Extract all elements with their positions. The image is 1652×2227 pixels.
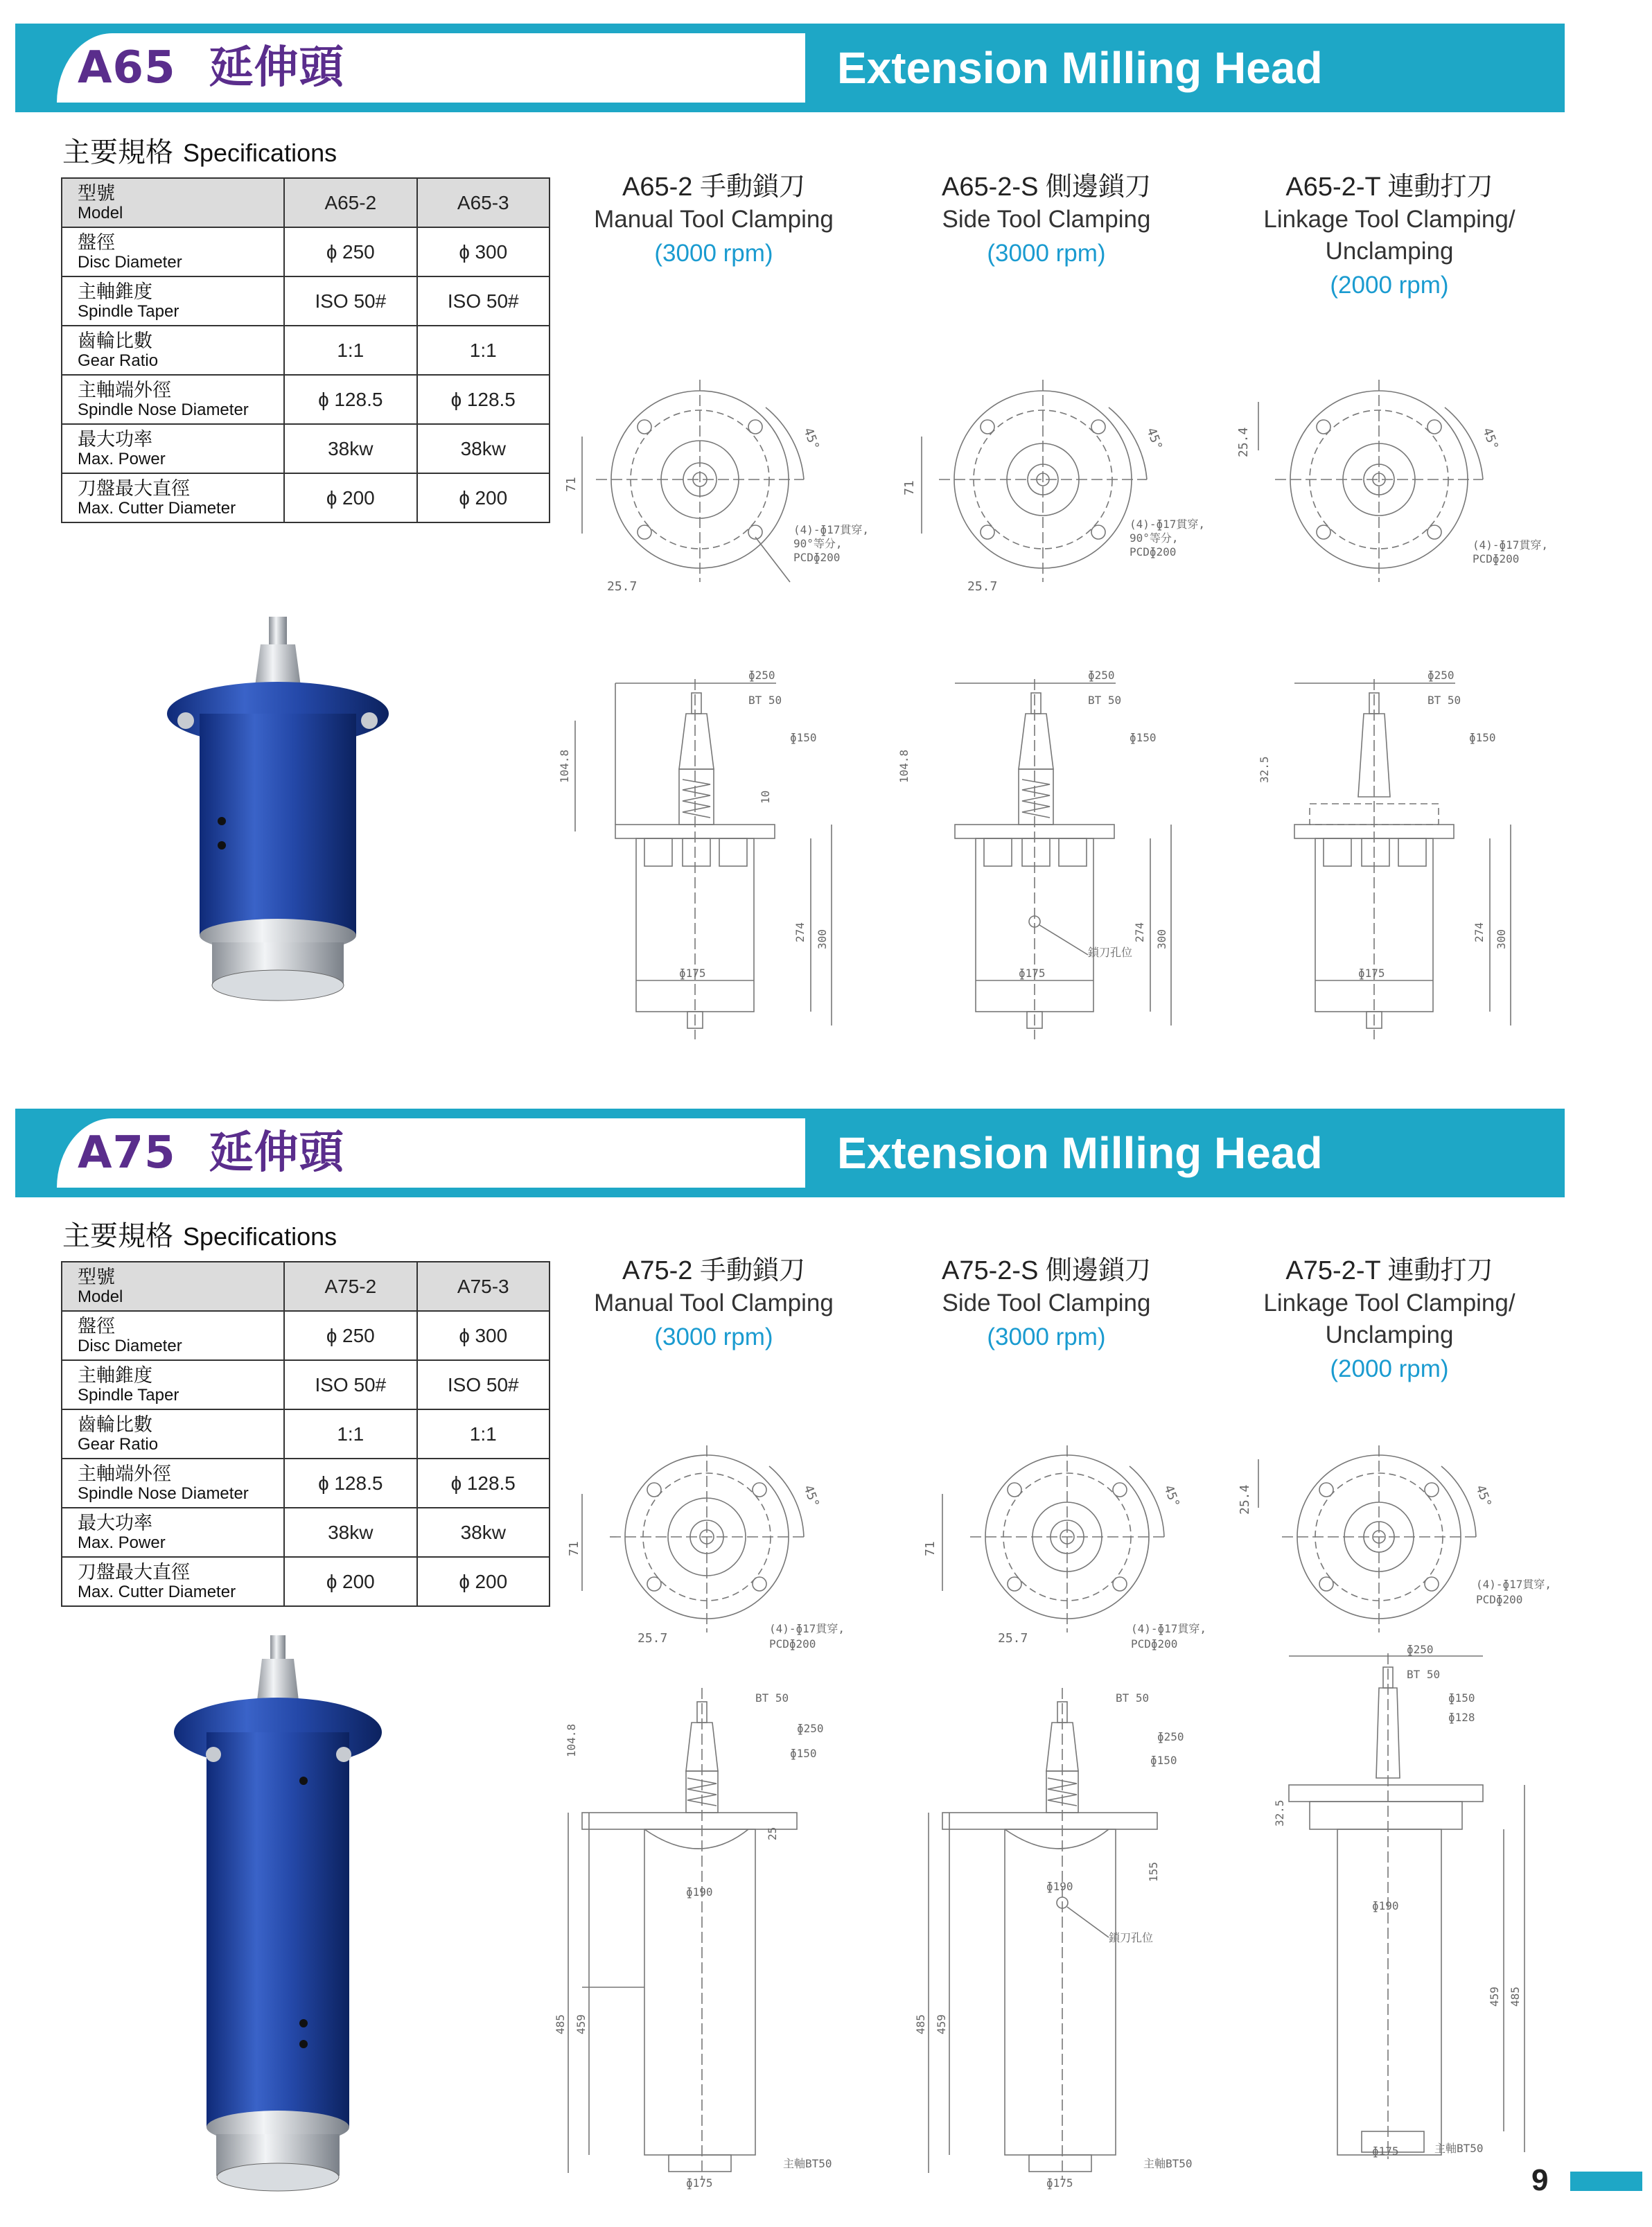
row-value: ISO 50#	[284, 1360, 416, 1409]
section-banner	[15, 1109, 1565, 1197]
dim-label: ɸ250	[797, 1722, 824, 1735]
table-row	[62, 375, 550, 424]
holes-label: PCDɸ200	[1131, 1637, 1178, 1651]
row-value: ɸ 128.5	[417, 1459, 550, 1508]
variant-linkage	[1209, 170, 1570, 303]
row-label	[62, 276, 284, 326]
row-label-zh: 刀盤最大直徑	[78, 1561, 190, 1583]
row-value: 1:1	[417, 1409, 550, 1459]
variant-rpm: (2000 rpm)	[1330, 272, 1449, 299]
row-value: ɸ 128.5	[284, 1459, 416, 1508]
table-row	[62, 326, 550, 375]
spec-heading-zh: 主要規格	[62, 137, 173, 168]
holes-label: 90°等分,	[793, 537, 843, 550]
row-value: 38kw	[417, 424, 550, 473]
row-label	[62, 424, 284, 473]
dim-label: 71	[564, 477, 579, 492]
dim-label: ɸ250	[1088, 669, 1115, 682]
dim-label: ɸ150	[1150, 1754, 1177, 1767]
dim-label: 274	[793, 922, 807, 942]
banner-title-en: Extension Milling Head	[837, 1128, 1323, 1178]
dim-label: ɸ150	[1130, 731, 1157, 744]
row-label-en: Max. Power	[78, 449, 166, 468]
dim-label: 459	[574, 2014, 588, 2034]
variant-subtitle: Side Tool Clamping	[942, 1289, 1151, 1317]
row-label-en: Max. Cutter Diameter	[78, 498, 236, 518]
dim-label: 485	[1509, 1987, 1522, 2007]
model-code: A65	[78, 42, 176, 94]
row-value: ɸ 200	[284, 1557, 416, 1606]
product-photo-a75	[172, 1635, 394, 2217]
variant-side	[866, 170, 1227, 272]
variant-title: A65-2-T 連動打刀	[1285, 173, 1493, 202]
row-value: 1:1	[417, 326, 550, 375]
table-header-row	[62, 178, 550, 227]
header-label-zh: 型號	[78, 1266, 115, 1288]
row-label	[62, 1409, 284, 1459]
row-label	[62, 1311, 284, 1360]
drawing-side-view-linkage	[1220, 665, 1552, 1053]
row-label	[62, 227, 284, 276]
drawing-top-view-linkage	[1233, 374, 1549, 603]
product-photo-a65	[158, 617, 407, 1060]
holes-label: 90°等分,	[1130, 531, 1179, 545]
dim-label: 459	[1488, 1987, 1501, 2007]
table-header-row	[62, 1262, 550, 1311]
dim-label: 104.8	[897, 749, 911, 783]
dim-label: ɸ175	[686, 2176, 713, 2190]
angle-label: 45°	[1473, 1483, 1495, 1510]
dim-label: ɸ190	[1372, 1899, 1399, 1912]
variant-manual	[534, 1254, 894, 1355]
dim-label: 104.8	[565, 1723, 578, 1757]
drawing-top-view-side	[922, 1432, 1240, 1660]
header-label-en: Model	[78, 203, 123, 222]
row-label-zh: 最大功率	[78, 428, 152, 450]
variant-subtitle: Side Tool Clamping	[942, 206, 1151, 233]
row-label	[62, 1557, 284, 1606]
row-label-zh: 最大功率	[78, 1512, 152, 1534]
row-value: 38kw	[417, 1508, 550, 1557]
variant-subtitle: Linkage Tool Clamping/ Unclamping	[1263, 1289, 1515, 1348]
variant-title: A75-2 手動鎖刀	[622, 1256, 805, 1285]
dim-label: ɸ250	[1427, 669, 1455, 682]
drawing-side-view-side	[880, 665, 1213, 1053]
angle-label: 45°	[1143, 425, 1166, 452]
dim-label: 25.7	[638, 1631, 668, 1646]
holes-label: PCDɸ200	[769, 1637, 816, 1651]
dim-label: 25.4	[1238, 1484, 1252, 1515]
drawing-side-view-side	[901, 1674, 1233, 2190]
spec-heading-zh: 主要規格	[62, 1220, 173, 1252]
variant-manual	[534, 170, 894, 272]
row-label-en: Spindle Nose Diameter	[78, 400, 249, 419]
holes-label: (4)-ɸ17貫穿,	[1473, 538, 1549, 552]
model-1-header: A75-2	[284, 1262, 416, 1311]
lock-hole-label: 鎖刀孔位	[1109, 1931, 1154, 1944]
row-label-en: Spindle Taper	[78, 301, 179, 321]
spindle-label: 主軸BT50	[1143, 2157, 1193, 2170]
dim-label: 104.8	[558, 749, 571, 783]
header-label-zh: 型號	[78, 182, 115, 204]
table-row	[62, 1557, 550, 1606]
drawing-top-view-manual	[564, 374, 873, 603]
row-value: ISO 50#	[417, 276, 550, 326]
model-2-header: A65-3	[417, 178, 550, 227]
drawing-top-view-linkage	[1238, 1432, 1552, 1660]
dim-label: ɸ175	[1046, 2176, 1073, 2190]
row-label-zh: 齒輪比數	[78, 330, 152, 352]
row-value: 1:1	[284, 326, 416, 375]
holes-label: PCDɸ200	[1476, 1593, 1523, 1606]
dim-label: 25.7	[967, 579, 998, 594]
holes-label: (4)-ɸ17貫穿,	[793, 523, 870, 536]
row-value: 38kw	[284, 1508, 416, 1557]
row-label-zh: 主軸錐度	[78, 281, 152, 303]
row-label	[62, 326, 284, 375]
dim-label: BT 50	[1116, 1691, 1150, 1705]
row-label-zh: 盤徑	[78, 1315, 115, 1337]
variant-rpm: (3000 rpm)	[987, 1323, 1106, 1350]
holes-label: (4)-ɸ17貫穿,	[1476, 1578, 1552, 1591]
angle-label: 45°	[800, 425, 823, 452]
row-value: ɸ 200	[417, 1557, 550, 1606]
dim-label: ɸ250	[1157, 1730, 1184, 1743]
angle-label: 45°	[1479, 425, 1502, 452]
dim-label: ɸ250	[748, 669, 775, 682]
row-label	[62, 1459, 284, 1508]
dim-label: ɸ150	[1469, 731, 1496, 744]
row-label	[62, 1360, 284, 1409]
dim-label: 485	[554, 2014, 567, 2034]
angle-label: 45°	[800, 1483, 823, 1510]
banner-model-code	[78, 33, 344, 103]
variant-rpm: (2000 rpm)	[1330, 1355, 1449, 1382]
row-label-zh: 主軸端外徑	[78, 1463, 171, 1485]
dim-label: 71	[902, 480, 917, 495]
dim-label: 32.5	[1258, 756, 1271, 783]
drawing-side-view-manual	[541, 1674, 873, 2190]
table-row	[62, 424, 550, 473]
table-row	[62, 473, 550, 522]
variant-side	[866, 1254, 1227, 1355]
drawing-side-view-linkage	[1233, 1643, 1566, 2159]
dim-label: BT 50	[748, 694, 782, 707]
row-label-en: Disc Diameter	[78, 252, 182, 272]
row-label	[62, 1508, 284, 1557]
row-label-en: Max. Cutter Diameter	[78, 1582, 236, 1601]
dim-label: 71	[923, 1541, 938, 1556]
dim-label: ɸ150	[790, 731, 817, 744]
dim-label: 274	[1473, 922, 1486, 942]
holes-label: PCDɸ200	[1473, 552, 1520, 565]
spec-table	[61, 1261, 550, 1607]
dim-label: 25.7	[998, 1631, 1028, 1646]
row-label-en: Spindle Taper	[78, 1385, 179, 1405]
table-row	[62, 1360, 550, 1409]
dim-label: ɸ190	[686, 1885, 713, 1899]
row-label-en: Gear Ratio	[78, 351, 159, 370]
spec-table	[61, 177, 550, 523]
dim-label: 300	[816, 929, 829, 949]
row-value: 1:1	[284, 1409, 416, 1459]
dim-label: 71	[567, 1541, 581, 1556]
variant-subtitle: Manual Tool Clamping	[594, 1289, 834, 1317]
row-label-zh: 主軸錐度	[78, 1364, 152, 1387]
dim-label: 155	[1147, 1862, 1160, 1882]
row-label-en: Disc Diameter	[78, 1336, 182, 1355]
row-value: ɸ 128.5	[284, 375, 416, 424]
table-row	[62, 1508, 550, 1557]
row-value: ɸ 250	[284, 1311, 416, 1360]
row-label-zh: 齒輪比數	[78, 1414, 152, 1436]
table-row	[62, 1459, 550, 1508]
row-value: ɸ 128.5	[417, 375, 550, 424]
row-value: ɸ 200	[284, 473, 416, 522]
dim-label: 300	[1495, 929, 1508, 949]
dim-label: ɸ175	[1358, 967, 1385, 980]
row-value: ɸ 300	[417, 1311, 550, 1360]
row-label-en: Gear Ratio	[78, 1434, 159, 1454]
dim-label: 300	[1155, 929, 1168, 949]
variant-title: A75-2-S 側邊鎖刀	[942, 1256, 1151, 1285]
dim-label: 25.7	[607, 579, 638, 594]
spec-heading-en: Specifications	[183, 1222, 337, 1251]
drawing-top-view-side	[901, 374, 1206, 603]
row-label-zh: 刀盤最大直徑	[78, 477, 190, 500]
row-value: ɸ 300	[417, 227, 550, 276]
row-label	[62, 375, 284, 424]
holes-label: PCDɸ200	[793, 551, 841, 564]
variant-title: A65-2-S 側邊鎖刀	[942, 173, 1151, 202]
dim-label: ɸ250	[1407, 1643, 1434, 1656]
spec-heading	[62, 1214, 337, 1253]
header-label-cell	[62, 178, 284, 227]
holes-label: (4)-ɸ17貫穿,	[1131, 1622, 1207, 1635]
table-row	[62, 227, 550, 276]
variant-rpm: (3000 rpm)	[654, 240, 773, 267]
table-row	[62, 1311, 550, 1360]
dim-label: 459	[935, 2014, 948, 2034]
variant-subtitle: Manual Tool Clamping	[594, 206, 834, 233]
dim-label: 25	[766, 1827, 779, 1840]
row-value: ɸ 250	[284, 227, 416, 276]
model-1-header: A65-2	[284, 178, 416, 227]
row-label-en: Spindle Nose Diameter	[78, 1484, 249, 1503]
drawing-side-view-manual	[541, 665, 873, 1053]
row-value: ISO 50#	[284, 276, 416, 326]
angle-label: 45°	[1161, 1483, 1183, 1510]
dim-label: BT 50	[1407, 1668, 1441, 1681]
spec-heading-en: Specifications	[183, 139, 337, 167]
page-number-bar	[1570, 2172, 1642, 2191]
table-row	[62, 276, 550, 326]
dim-label: BT 50	[1427, 694, 1461, 707]
holes-label: PCDɸ200	[1130, 545, 1177, 558]
variant-title: A75-2-T 連動打刀	[1285, 1256, 1493, 1285]
row-value: ISO 50#	[417, 1360, 550, 1409]
row-label-zh: 主軸端外徑	[78, 379, 171, 401]
banner-model-code	[78, 1118, 344, 1188]
page-number: 9	[1531, 2163, 1549, 2197]
spec-heading	[62, 130, 337, 170]
dim-label: BT 50	[1088, 694, 1122, 707]
model-title-zh: 延伸頭	[209, 1127, 344, 1179]
dim-label: ɸ190	[1046, 1880, 1073, 1893]
header-label-cell	[62, 1262, 284, 1311]
dim-label: ɸ175	[1019, 967, 1046, 980]
dim-label: 32.5	[1273, 1799, 1286, 1827]
row-label-zh: 盤徑	[78, 231, 115, 254]
variant-title: A65-2 手動鎖刀	[622, 173, 805, 202]
row-label-en: Max. Power	[78, 1533, 166, 1552]
spindle-label: 主軸BT50	[1434, 2142, 1484, 2155]
dim-label: ɸ175	[679, 967, 706, 980]
variant-linkage	[1209, 1254, 1570, 1387]
dim-label: ɸ150	[790, 1747, 817, 1760]
variant-rpm: (3000 rpm)	[654, 1323, 773, 1350]
holes-label: (4)-ɸ17貫穿,	[769, 1622, 845, 1635]
variant-rpm: (3000 rpm)	[987, 240, 1106, 267]
banner-title-en: Extension Milling Head	[837, 43, 1323, 93]
row-value: ɸ 200	[417, 473, 550, 522]
dim-label: ɸ128	[1448, 1711, 1475, 1724]
model-title-zh: 延伸頭	[209, 42, 344, 94]
section-banner	[15, 24, 1565, 112]
dim-label: 274	[1133, 922, 1146, 942]
model-2-header: A75-3	[417, 1262, 550, 1311]
holes-label: (4)-ɸ17貫穿,	[1130, 518, 1206, 531]
lock-hole-label: 鎖刀孔位	[1088, 946, 1133, 959]
drawing-top-view-manual	[568, 1432, 887, 1660]
dim-label: ɸ175	[1372, 2145, 1399, 2158]
dim-label: ɸ150	[1448, 1691, 1475, 1705]
dim-label: 25.4	[1236, 427, 1251, 457]
variant-subtitle: Linkage Tool Clamping/ Unclamping	[1263, 206, 1515, 265]
dim-label: BT 50	[755, 1691, 789, 1705]
table-row	[62, 1409, 550, 1459]
dim-label: 485	[914, 2014, 927, 2034]
spindle-label: 主軸BT50	[783, 2157, 832, 2170]
model-code: A75	[78, 1127, 176, 1179]
dim-label: 10	[759, 790, 772, 804]
row-value: 38kw	[284, 424, 416, 473]
row-label	[62, 473, 284, 522]
header-label-en: Model	[78, 1287, 123, 1306]
